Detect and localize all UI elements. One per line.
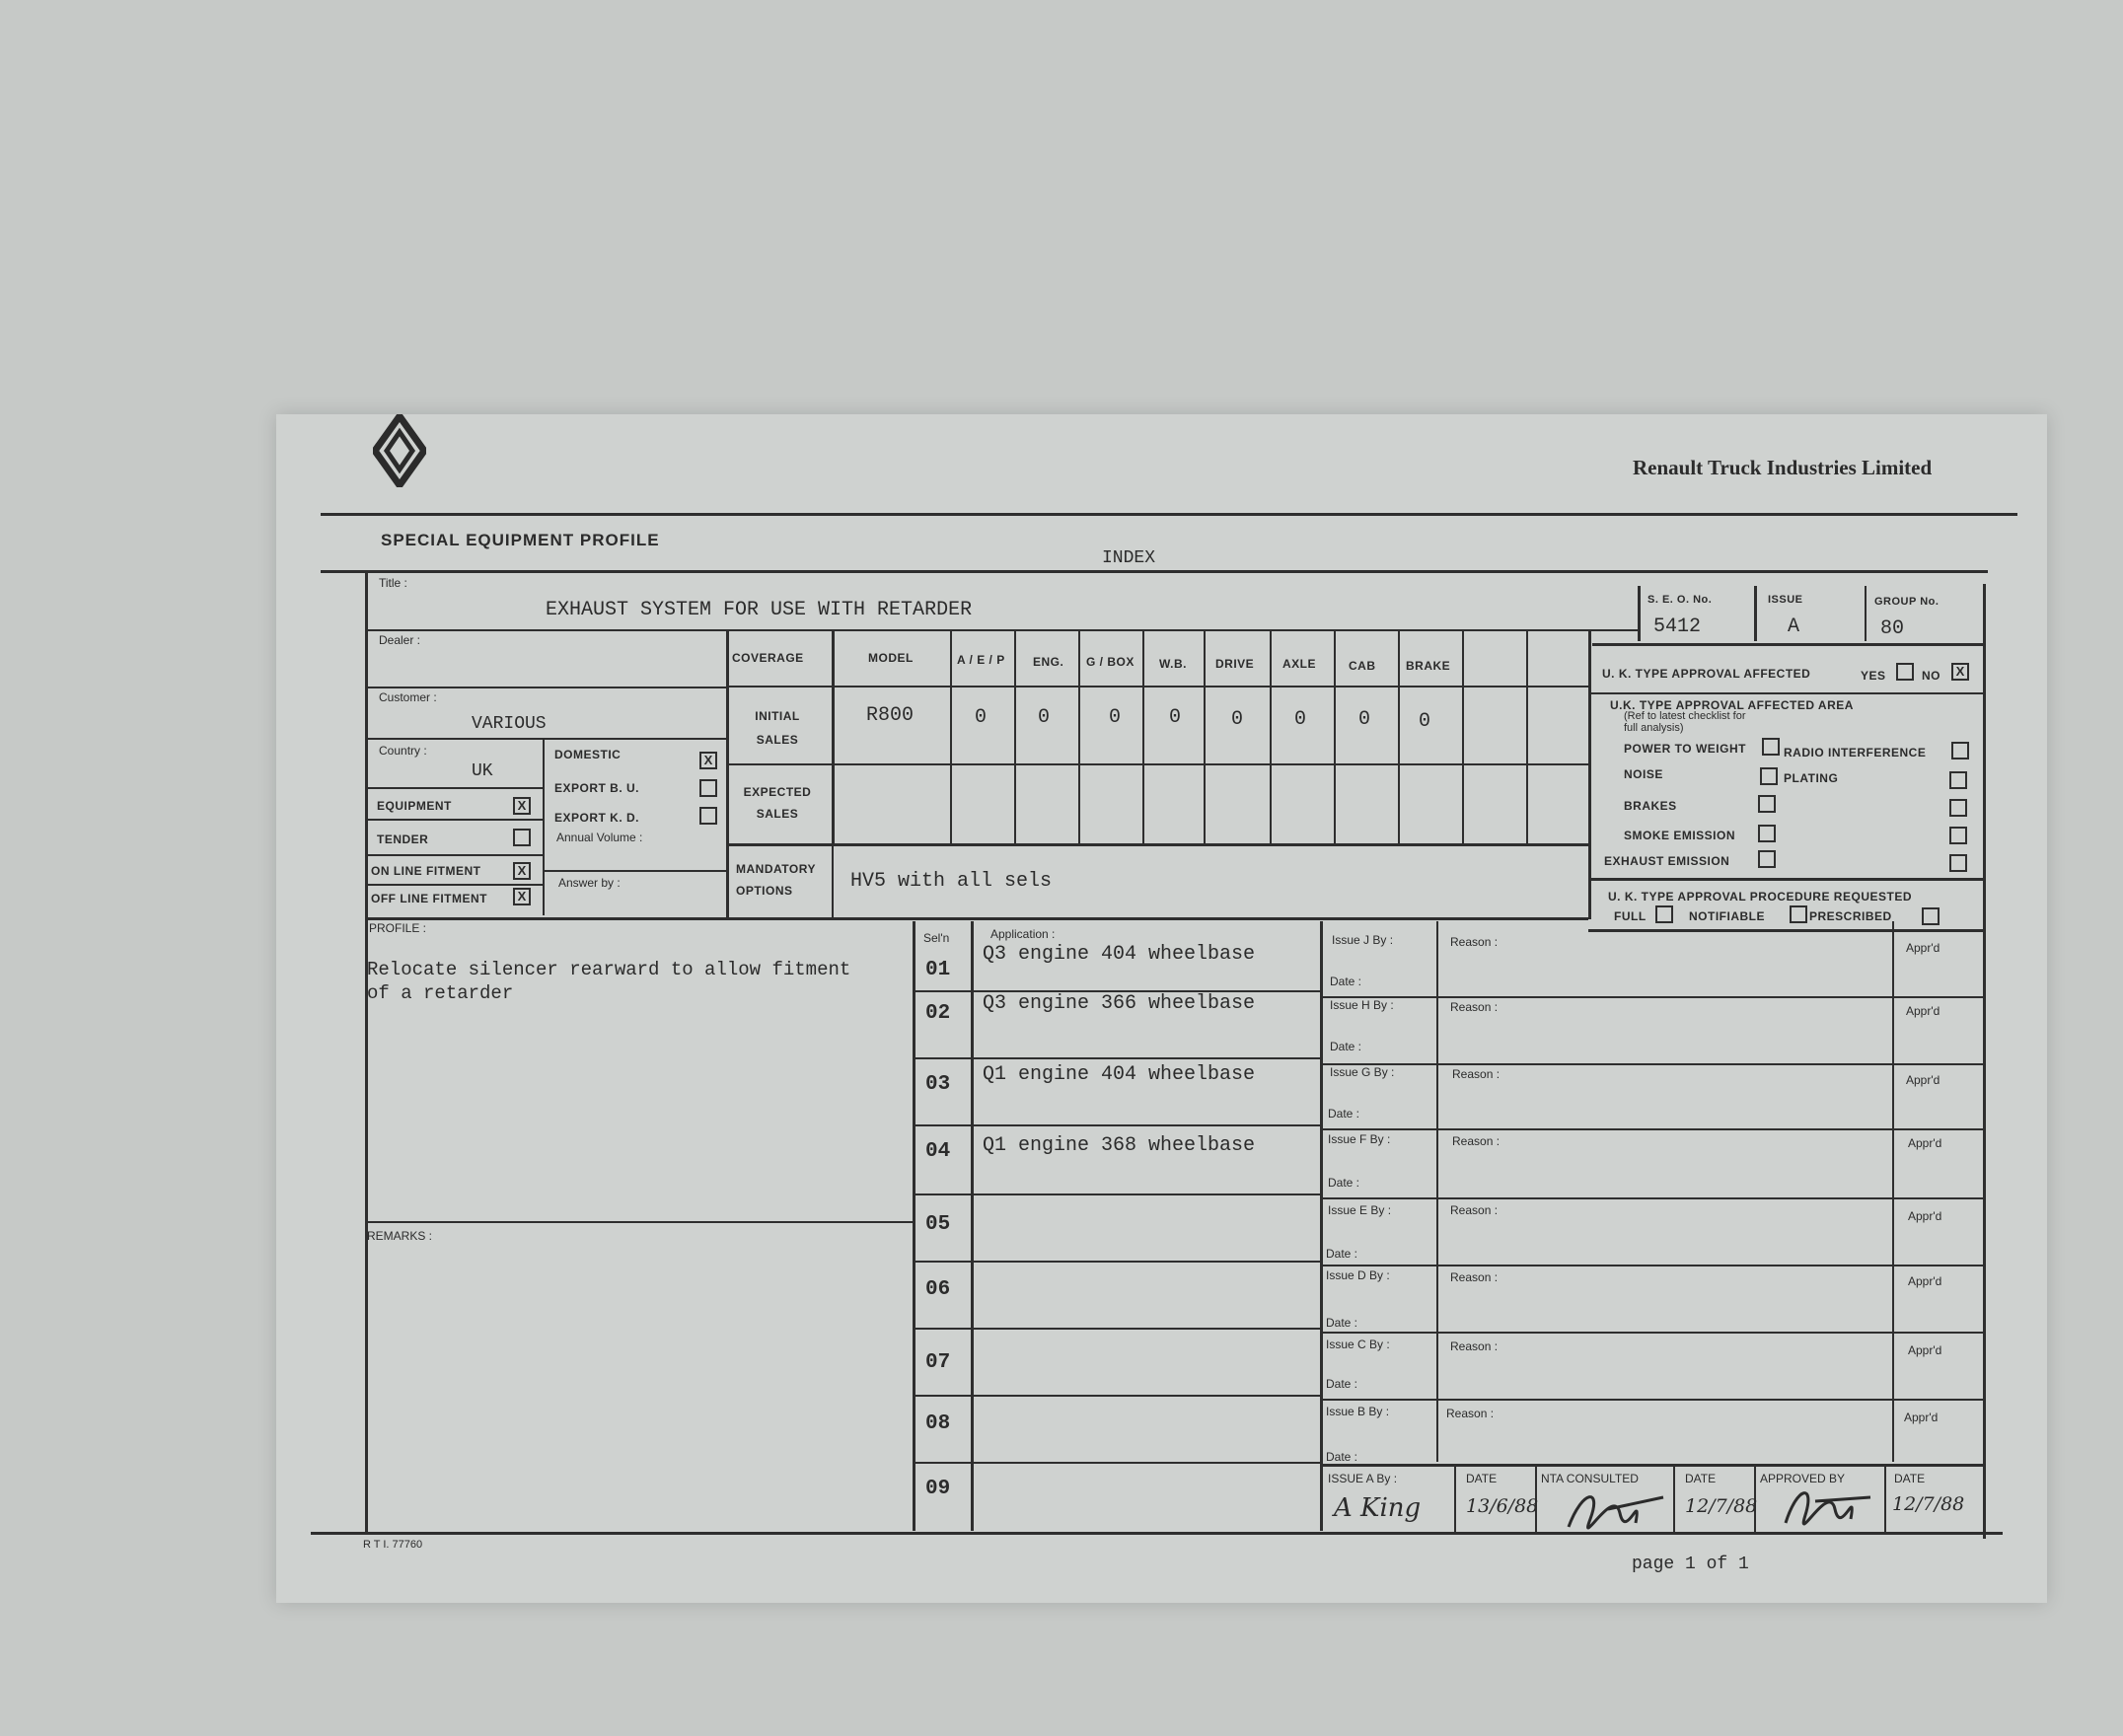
issue-label: ISSUE <box>1768 594 1803 606</box>
issue-f-label: Issue F By : <box>1328 1132 1391 1146</box>
smoke-emission-checkbox[interactable] <box>1758 825 1776 842</box>
aep-col-divider <box>1014 631 1016 843</box>
initial-sales-label: INITIAL SALES <box>755 709 800 747</box>
issue-value: A <box>1788 615 1800 638</box>
profile-label: PROFILE : <box>369 921 427 935</box>
gbox-col-divider <box>1142 631 1144 843</box>
issue-reason-divider <box>1436 921 1438 1462</box>
off-line-fitment-label: OFF LINE FITMENT <box>371 892 487 905</box>
wb-header: W.B. <box>1159 657 1187 671</box>
radio-interference-label: RADIO INTERFERENCE <box>1784 746 1927 760</box>
coverage-left-border <box>726 631 729 919</box>
seo-box-bottom <box>1592 643 1983 646</box>
full-checkbox[interactable] <box>1655 905 1673 923</box>
company-name: Renault Truck Industries Limited <box>1633 456 1933 479</box>
uk-procedure-label: U. K. TYPE APPROVAL PROCEDURE REQUESTED <box>1608 890 1912 904</box>
export-kd-label: EXPORT K. D. <box>554 811 640 825</box>
issue-e-label: Issue E By : <box>1328 1203 1392 1217</box>
uk-affected-rule <box>1588 692 1983 694</box>
uk-area-rule <box>1588 878 1983 881</box>
title-row-rule <box>365 629 1638 631</box>
issue-rule-d <box>1320 1332 1983 1334</box>
issue-box-right <box>1865 586 1867 641</box>
model-value: R800 <box>866 704 915 727</box>
profile-text-line-2: of a retarder <box>367 982 514 1004</box>
profile-text-line-1: Relocate silencer rearward to allow fitment <box>367 959 851 980</box>
date-label-2: DATE <box>1685 1472 1717 1485</box>
wb-col-divider <box>1204 631 1206 843</box>
customer-rule <box>365 738 726 740</box>
mandatory-options-value: HV5 with all sels <box>850 870 1053 893</box>
issue-rule-c <box>1320 1399 1983 1401</box>
left-info-divider <box>543 738 545 915</box>
application-label: Application : <box>990 927 1056 941</box>
form-title: SPECIAL EQUIPMENT PROFILE <box>381 531 660 549</box>
issue-e-appd: Appr'd <box>1908 1209 1942 1223</box>
reason-appd-divider <box>1892 921 1894 1462</box>
form-right-border <box>1983 584 1986 1539</box>
mandatory-options-label: MANDATORY OPTIONS <box>736 862 816 898</box>
issue-h-label: Issue H By : <box>1330 998 1394 1012</box>
tender-label: TENDER <box>377 832 429 846</box>
yes-checkbox[interactable] <box>1896 663 1914 681</box>
header-rule <box>321 513 2017 516</box>
cab-value: 0 <box>1358 708 1371 731</box>
sel-rule-05 <box>913 1261 1320 1263</box>
sel-rule-07 <box>913 1395 1320 1397</box>
issue-f-appd: Appr'd <box>1908 1136 1942 1150</box>
answer-by-label: Answer by : <box>558 876 621 890</box>
issue-d-label: Issue D By : <box>1326 1268 1390 1282</box>
info-block-bottom-rule <box>365 917 1588 920</box>
sel-rule-06 <box>913 1328 1320 1330</box>
issue-rule-h <box>1320 1063 1983 1065</box>
notifiable-checkbox[interactable] <box>1790 905 1807 923</box>
sel-rule-03 <box>913 1124 1320 1126</box>
aep-header: A / E / P <box>957 653 1005 667</box>
issue-a-label: ISSUE A By : <box>1328 1472 1398 1485</box>
coverage-col-divider <box>832 631 835 843</box>
sel-02: 02 <box>925 1002 951 1025</box>
date-value-3: 12/7/88 <box>1892 1493 1965 1515</box>
drive-header: DRIVE <box>1215 657 1255 671</box>
form-code: R T I. 77760 <box>363 1539 423 1551</box>
plating-label: PLATING <box>1784 771 1839 785</box>
issue-j-reason: Reason : <box>1450 935 1499 949</box>
drive-col-divider <box>1270 631 1272 843</box>
export-bu-label: EXPORT B. U. <box>554 781 640 795</box>
date-value-2: 12/7/88 <box>1685 1495 1758 1517</box>
issue-rule-f <box>1320 1197 1983 1199</box>
group-value: 80 <box>1880 617 1905 640</box>
nta-signature-icon <box>1563 1480 1667 1539</box>
expected-sales-label: EXPECTED SALES <box>743 785 812 821</box>
group-label: GROUP No. <box>1874 596 1940 608</box>
axle-header: AXLE <box>1282 657 1317 671</box>
issue-h-date: Date : <box>1330 1040 1362 1053</box>
sel-label: Sel'n <box>923 931 950 945</box>
title-label: Title : <box>379 576 407 590</box>
eng-col-divider <box>1078 631 1080 843</box>
sel-divider <box>971 921 974 1531</box>
full-label: FULL <box>1614 909 1647 923</box>
initial-sales-rule <box>726 763 1588 765</box>
issue-h-reason: Reason : <box>1450 1000 1499 1014</box>
annual-volume-label: Annual Volume : <box>556 831 643 844</box>
radio-interference-checkbox[interactable] <box>1951 742 1969 760</box>
seo-label: S. E. O. No. <box>1647 594 1713 606</box>
sig-divider-3 <box>1673 1466 1675 1535</box>
domestic-label: DOMESTIC <box>554 748 622 761</box>
issue-g-label: Issue G By : <box>1330 1065 1395 1079</box>
smoke-emission-right-checkbox[interactable] <box>1949 827 1967 844</box>
uk-procedure-rule <box>1588 929 1983 932</box>
mandatory-divider <box>832 845 834 917</box>
page-number: page 1 of 1 <box>1632 1555 1749 1574</box>
remarks-rule <box>365 1221 913 1223</box>
country-rule <box>365 787 543 789</box>
sel-left-border <box>913 921 915 1531</box>
prescribed-label: PRESCRIBED <box>1809 909 1892 923</box>
issue-g-reason: Reason : <box>1452 1067 1501 1081</box>
issue-b-label: Issue B By : <box>1326 1405 1390 1418</box>
nta-consulted-label: NTA CONSULTED <box>1541 1472 1639 1485</box>
app-04: Q1 engine 368 wheelbase <box>983 1134 1256 1157</box>
coverage-header-rule <box>726 686 1588 687</box>
sel-09: 09 <box>925 1478 951 1500</box>
app-right-border <box>1320 921 1323 1531</box>
uk-area-label: U.K. TYPE APPROVAL AFFECTED AREA <box>1610 698 1854 712</box>
issue-c-label: Issue C By : <box>1326 1338 1390 1351</box>
customer-label: Customer : <box>379 690 437 704</box>
prescribed-checkbox[interactable] <box>1922 907 1940 925</box>
model-header: MODEL <box>868 651 914 665</box>
brake-header: BRAKE <box>1406 659 1451 673</box>
eng-header: ENG. <box>1033 655 1064 669</box>
exhaust-emission-checkbox[interactable] <box>1758 850 1776 868</box>
country-value: UK <box>472 761 493 781</box>
seo-value: 5412 <box>1653 615 1702 638</box>
sel-01: 01 <box>925 959 951 981</box>
sel-07: 07 <box>925 1351 951 1374</box>
customer-value: VARIOUS <box>472 714 547 734</box>
date-label-1: DATE <box>1466 1472 1498 1485</box>
issue-rule-g <box>1320 1128 1983 1130</box>
app-01: Q3 engine 404 wheelbase <box>983 943 1256 966</box>
no-label: NO <box>1922 669 1940 683</box>
issue-e-reason: Reason : <box>1450 1203 1499 1217</box>
off-line-fitment-checkbox[interactable]: X <box>513 888 531 905</box>
sig-divider-5 <box>1884 1466 1886 1535</box>
brake-value: 0 <box>1419 710 1431 733</box>
issue-c-appd: Appr'd <box>1908 1343 1942 1357</box>
on-line-fitment-label: ON LINE FITMENT <box>371 864 481 878</box>
expected-sales-rule <box>726 843 1588 846</box>
export-kd-checkbox[interactable] <box>699 807 717 825</box>
tender-rule <box>365 854 543 856</box>
issue-c-reason: Reason : <box>1450 1339 1499 1353</box>
renault-logo-icon <box>373 414 426 487</box>
sel-08: 08 <box>925 1412 951 1435</box>
cab-header: CAB <box>1349 659 1376 673</box>
issue-rule-j <box>1320 996 1983 998</box>
annual-volume-rule <box>543 870 726 872</box>
issue-h-appd: Appr'd <box>1906 1004 1940 1018</box>
app-02: Q3 engine 366 wheelbase <box>983 992 1256 1015</box>
on-line-fitment-checkbox[interactable]: X <box>513 862 531 880</box>
approved-by-label: APPROVED BY <box>1760 1472 1846 1485</box>
sig-divider-1 <box>1454 1466 1456 1535</box>
axle-col-divider <box>1334 631 1336 843</box>
form-top-rule <box>321 570 1988 573</box>
issue-d-date: Date : <box>1326 1316 1358 1330</box>
issue-g-appd: Appr'd <box>1906 1073 1940 1087</box>
issue-f-reason: Reason : <box>1452 1134 1501 1148</box>
title-value: EXHAUST SYSTEM FOR USE WITH RETARDER <box>546 599 973 621</box>
sel-03: 03 <box>925 1073 951 1096</box>
equipment-rule <box>365 819 543 821</box>
form-bottom-rule <box>311 1532 2003 1535</box>
exhaust-emission-label: EXHAUST EMISSION <box>1604 854 1730 868</box>
smoke-emission-label: SMOKE EMISSION <box>1624 829 1736 842</box>
equipment-label: EQUIPMENT <box>377 799 452 813</box>
issue-c-date: Date : <box>1326 1377 1358 1391</box>
issue-j-appd: Appr'd <box>1906 941 1940 955</box>
brakes-right-checkbox[interactable] <box>1949 799 1967 817</box>
sel-06: 06 <box>925 1278 951 1301</box>
dealer-rule <box>365 687 726 688</box>
issue-d-appd: Appr'd <box>1908 1274 1942 1288</box>
export-bu-checkbox[interactable] <box>699 779 717 797</box>
form-left-border <box>365 572 368 1534</box>
equipment-checkbox[interactable]: X <box>513 797 531 815</box>
sel-04: 04 <box>925 1140 951 1163</box>
uk-area-note-2: full analysis) <box>1624 722 1684 734</box>
noise-label: NOISE <box>1624 767 1663 781</box>
uk-area-note-1: (Ref to latest checklist for <box>1624 710 1746 722</box>
seo-box-right <box>1754 586 1757 641</box>
date-label-3: DATE <box>1894 1472 1926 1485</box>
app-03: Q1 engine 404 wheelbase <box>983 1063 1256 1086</box>
issue-d-reason: Reason : <box>1450 1270 1499 1284</box>
eng-value: 0 <box>1038 706 1051 729</box>
power-to-weight-checkbox[interactable] <box>1762 738 1780 756</box>
dealer-label: Dealer : <box>379 633 421 647</box>
issue-e-date: Date : <box>1326 1247 1358 1261</box>
brake-col-divider <box>1462 631 1464 843</box>
power-to-weight-label: POWER TO WEIGHT <box>1624 742 1746 756</box>
coverage-right-border <box>1588 631 1591 919</box>
brakes-label: BRAKES <box>1624 799 1677 813</box>
date-value-1: 13/6/88 <box>1466 1495 1539 1517</box>
issue-f-date: Date : <box>1328 1176 1360 1190</box>
issue-b-date: Date : <box>1326 1450 1358 1464</box>
issue-g-date: Date : <box>1328 1107 1360 1121</box>
sel-05: 05 <box>925 1213 951 1236</box>
country-label: Country : <box>379 744 427 758</box>
issue-j-date: Date : <box>1330 975 1362 988</box>
notifiable-label: NOTIFIABLE <box>1689 909 1765 923</box>
noise-checkbox[interactable] <box>1760 767 1778 785</box>
model-col-divider <box>950 631 952 843</box>
brakes-checkbox[interactable] <box>1758 795 1776 813</box>
domestic-checkbox[interactable]: X <box>699 752 717 769</box>
approval-signature-icon <box>1776 1474 1874 1539</box>
yes-label: YES <box>1861 669 1886 683</box>
remarks-label: REMARKS : <box>367 1229 433 1243</box>
gbox-header: G / BOX <box>1086 655 1135 669</box>
seo-box-left <box>1638 586 1641 641</box>
issue-a-signature: A King <box>1334 1493 1422 1523</box>
wb-value: 0 <box>1169 706 1182 729</box>
sel-rule-02 <box>913 1057 1320 1059</box>
no-checkbox[interactable]: X <box>1951 663 1969 681</box>
issue-b-appd: Appr'd <box>1904 1410 1939 1424</box>
plating-checkbox[interactable] <box>1949 771 1967 789</box>
uk-approval-affected-label: U. K. TYPE APPROVAL AFFECTED <box>1602 667 1811 681</box>
cab-col-divider <box>1398 631 1400 843</box>
sel-rule-04 <box>913 1194 1320 1195</box>
on-line-rule <box>365 884 543 886</box>
axle-value: 0 <box>1294 708 1307 731</box>
issue-rule-e <box>1320 1265 1983 1266</box>
coverage-header: COVERAGE <box>732 651 804 665</box>
tender-checkbox[interactable] <box>513 829 531 846</box>
gbox-value: 0 <box>1109 706 1122 729</box>
drive-value: 0 <box>1231 708 1244 731</box>
exhaust-emission-right-checkbox[interactable] <box>1949 854 1967 872</box>
sel-rule-08 <box>913 1462 1320 1464</box>
extra-col-divider <box>1526 631 1528 843</box>
index-label: INDEX <box>1102 548 1156 568</box>
issue-j-label: Issue J By : <box>1332 933 1394 947</box>
issue-b-reason: Reason : <box>1446 1407 1495 1420</box>
aep-value: 0 <box>975 706 988 729</box>
